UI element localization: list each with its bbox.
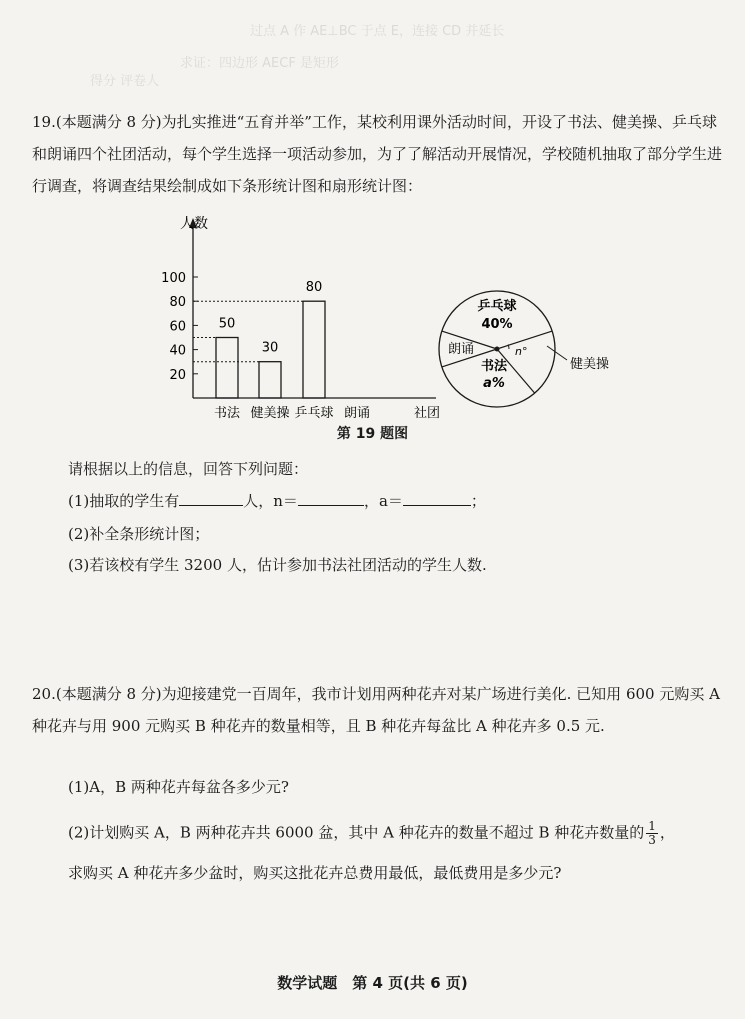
q20-intro: 20.(本题满分 8 分)为迎接建党一百周年，我市计划用两种花卉对某广场进行美化. 已知用 600 元购买 A 种花卉与用 900 元购买 B 种花卉的数量相等，且 B 种花卉每盆比 A 种花卉多 0.5 元. (32, 685, 720, 735)
answer-blank-n[interactable] (298, 491, 364, 506)
pie-label-recitation: 朗诵 (447, 342, 475, 357)
q20-sub2-cont: 求购买 A 种花卉多少盆时，购买这批花卉总费用最低，最低费用是多少元? (68, 864, 562, 882)
bar-0 (216, 338, 238, 399)
y-tick-label: 20 (169, 367, 186, 383)
pie-label-calligraphy: 书法 (480, 359, 508, 374)
bar-value-label: 50 (218, 316, 236, 332)
x-tick-label: 健美操 (250, 406, 290, 421)
x-tick-label: 书法 (213, 406, 241, 421)
bar-2 (303, 301, 325, 398)
q19-sub2: (2)补全条形统计图； (68, 525, 210, 543)
figure-caption: 第 19 题图 (336, 426, 409, 442)
sub1-comma: ， (363, 492, 379, 510)
sub1-text-2: 人， (243, 492, 274, 510)
n-label: n＝ (273, 492, 298, 510)
pie-label-pingpong: 乒乓球 (477, 299, 517, 314)
sub1-end: ； (470, 492, 486, 510)
sub1-text: (1)抽取的学生有 (68, 492, 180, 510)
y-tick-label: 40 (169, 343, 186, 359)
bleed-text-3: 得分 评卷人 (90, 74, 160, 89)
bleed-text-1: 过点 A 作 AE⊥BC 于点 E，连接 CD 并延长 (250, 24, 505, 39)
pie-label-aerobics: 健美操 (570, 357, 610, 372)
q19-sub1 (68, 490, 486, 511)
bleed-text-2: 求证：四边形 AECF 是矩形 (180, 56, 339, 71)
q20-sub2 (68, 820, 675, 847)
q19-figure (0, 212, 745, 452)
pie-chart (439, 291, 609, 407)
x-tick-label: 朗诵 (343, 406, 371, 421)
bar-value-label: 80 (305, 280, 323, 296)
sub2-comma: ， (659, 823, 675, 842)
bar-1 (259, 362, 281, 398)
answer-blank-a[interactable] (403, 491, 471, 506)
leader-line (547, 346, 567, 360)
pie-center (495, 347, 500, 352)
x-tick-label: 乒乓球 (294, 406, 334, 421)
y-tick-label: 80 (169, 295, 186, 311)
bar-chart (161, 215, 440, 421)
y-tick-label: 100 (161, 271, 186, 286)
a-label: a＝ (378, 492, 403, 510)
q19-sub3: (3)若该校有学生 3200 人，估计参加书法社团活动的学生人数. (68, 556, 487, 574)
angle-arc (508, 344, 509, 349)
y-axis-label: 人数 (180, 216, 208, 232)
bar-value-label: 30 (261, 340, 279, 356)
page-footer: 数学试题 第 4 页(共 6 页) (277, 974, 468, 992)
q20-sub1: (1)A，B 两种花卉每盆各多少元? (68, 778, 289, 796)
sub2-text: (2)计划购买 A，B 两种花卉共 6000 盆，其中 A 种花卉的数量不超过 B 种花卉数量的 (68, 823, 645, 842)
x-axis-label: 社团 (414, 406, 441, 421)
q19-intro: 19.(本题满分 8 分)为扎实推进“五育并举”工作，某校利用课外活动时间，开设了书法、健美操、乒乓球和朗诵四个社团活动，每个学生选择一项活动参加，为了了解活动开展情况，学校随机抽取了部分学生进行调查，将调查结果绘制成如下条形统计图和扇形统计图： (32, 113, 723, 195)
answer-blank-students[interactable] (179, 491, 243, 506)
pie-value-calligraphy: a% (483, 376, 505, 391)
y-tick-label: 60 (169, 319, 186, 335)
pie-value-aerobics: n° (515, 345, 528, 358)
fraction-one-third (646, 820, 658, 847)
frac-numerator: 1 (648, 819, 656, 833)
q19-prompt: 请根据以上的信息，回答下列问题： (68, 460, 309, 478)
pie-value-pingpong: 40% (481, 317, 513, 332)
frac-denominator: 3 (648, 833, 656, 847)
